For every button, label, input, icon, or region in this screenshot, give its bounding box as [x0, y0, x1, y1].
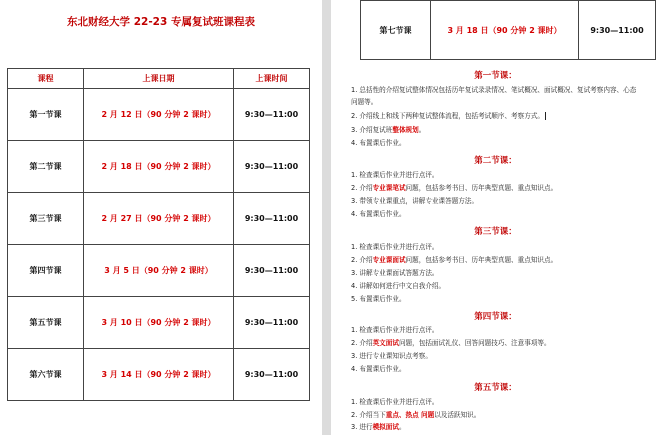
course-name: 第六节课 — [8, 349, 84, 401]
item-text: 3. 介绍复试班 — [351, 126, 393, 134]
item-highlight: 重点、热点 问题 — [385, 411, 435, 419]
course-name: 第七节课 — [361, 1, 431, 60]
schedule-table-continued — [360, 0, 656, 60]
item-text: 。 — [398, 423, 406, 431]
course-time: 9:30—11:00 — [234, 349, 310, 401]
table-row — [8, 89, 310, 141]
course-name: 第四节课 — [8, 245, 84, 297]
list-item — [351, 254, 651, 266]
course-date: 3 月 10 日（90 分钟 2 课时） — [84, 297, 234, 349]
section-title: 第三节课： — [474, 227, 517, 237]
header-course: 课程 — [8, 69, 84, 89]
list-item: 4. 布置课后作业。 — [351, 139, 406, 147]
item-text: 2. 介绍 — [351, 184, 373, 192]
section-title: 第五节课： — [474, 383, 517, 393]
document-title: 东北财经大学 22-23 专属复试班课程表 — [67, 16, 255, 28]
item-highlight: 英文面试 — [372, 339, 399, 347]
table-header-row — [8, 69, 310, 89]
header-time: 上课时间 — [234, 69, 310, 89]
item-highlight: 整体规划 — [392, 126, 419, 134]
list-item — [351, 110, 651, 122]
list-item: 1. 检查课后作业并进行点评。 — [351, 171, 439, 179]
list-item: 1. 检查课后作业并进行点评。 — [351, 326, 439, 334]
list-item: 1. 检查课后作业并进行点评。 — [351, 243, 439, 251]
list-item: 4. 布置课后作业。 — [351, 210, 406, 218]
list-item: 1. 总括性的介绍复试整体情况包括历年复试录录情况、笔试概况、面试概况、复试考察内容、心态 — [351, 86, 637, 94]
course-date: 3 月 14 日（90 分钟 2 课时） — [84, 349, 234, 401]
table-row — [8, 245, 310, 297]
list-item: 4. 布置课后作业。 — [351, 365, 406, 373]
list-item: 1. 检查课后作业并进行点评。 — [351, 398, 439, 406]
course-time: 9:30—11:00 — [234, 141, 310, 193]
schedule-table — [7, 68, 310, 401]
item-text: 2. 介绍 — [351, 256, 373, 264]
course-time: 9:30—11:00 — [234, 89, 310, 141]
list-item: 5. 布置课后作业。 — [351, 295, 406, 303]
document-page-right — [331, 0, 660, 435]
list-item — [351, 337, 651, 349]
table-row — [8, 141, 310, 193]
course-name: 第一节课 — [8, 89, 84, 141]
page-gap — [322, 0, 331, 435]
course-time: 9:30—11:00 — [234, 193, 310, 245]
item-highlight: 模拟面试 — [372, 423, 399, 431]
item-text: 2. 介绍 — [351, 339, 373, 347]
table-row — [8, 193, 310, 245]
header-date: 上课日期 — [84, 69, 234, 89]
table-row — [8, 349, 310, 401]
item-highlight: 专业课笔试 — [372, 184, 406, 192]
list-item: 4. 讲解如何进行中文自我介绍。 — [351, 282, 446, 290]
item-text: 2. 介绍线上和线下两种复试整体流程，包括考试顺序、考察方式。 — [351, 112, 545, 120]
course-time: 9:30—11:00 — [234, 245, 310, 297]
course-date: 2 月 12 日（90 分钟 2 课时） — [84, 89, 234, 141]
list-item — [351, 124, 651, 136]
list-item: 3. 进行专业课知识点考察。 — [351, 352, 432, 360]
text-cursor — [545, 112, 546, 120]
item-text: 2. 介绍当下 — [351, 411, 386, 419]
list-item: 3. 讲解专业课面试答题方法。 — [351, 269, 439, 277]
course-time: 9:30—11:00 — [234, 297, 310, 349]
course-date: 2 月 18 日（90 分钟 2 课时） — [84, 141, 234, 193]
table-row — [361, 1, 656, 60]
item-text: 问题，包括参考书目、历年典型真题、重点知识点。 — [405, 184, 558, 192]
course-name: 第五节课 — [8, 297, 84, 349]
list-item-continued: 问题等。 — [351, 98, 378, 106]
course-date: 3 月 18 日（90 分钟 2 课时） — [431, 1, 579, 60]
item-text: 以及活跃知识。 — [434, 411, 481, 419]
table-row — [8, 297, 310, 349]
course-name: 第三节课 — [8, 193, 84, 245]
course-date: 3 月 5 日（90 分钟 2 课时） — [84, 245, 234, 297]
course-date: 2 月 27 日（90 分钟 2 课时） — [84, 193, 234, 245]
list-item — [351, 421, 651, 433]
document-page-left — [0, 0, 322, 435]
item-highlight: 专业课面试 — [372, 256, 406, 264]
list-item: 3. 带领专业课重点，讲解专业课答题方法。 — [351, 197, 479, 205]
item-text: 问题，包括参考书目、历年典型真题、重点知识点。 — [405, 256, 558, 264]
item-text: 3. 进行 — [351, 423, 373, 431]
list-item — [351, 409, 651, 421]
item-text: 。 — [418, 126, 426, 134]
course-name: 第二节课 — [8, 141, 84, 193]
course-time: 9:30—11:00 — [579, 1, 656, 60]
section-title: 第四节课： — [474, 312, 517, 322]
section-title: 第一节课： — [474, 71, 517, 81]
section-title: 第二节课： — [474, 156, 517, 166]
item-text: 问题，包括面试礼仪、回答问题技巧、注意事项等。 — [398, 339, 551, 347]
list-item — [351, 182, 651, 194]
